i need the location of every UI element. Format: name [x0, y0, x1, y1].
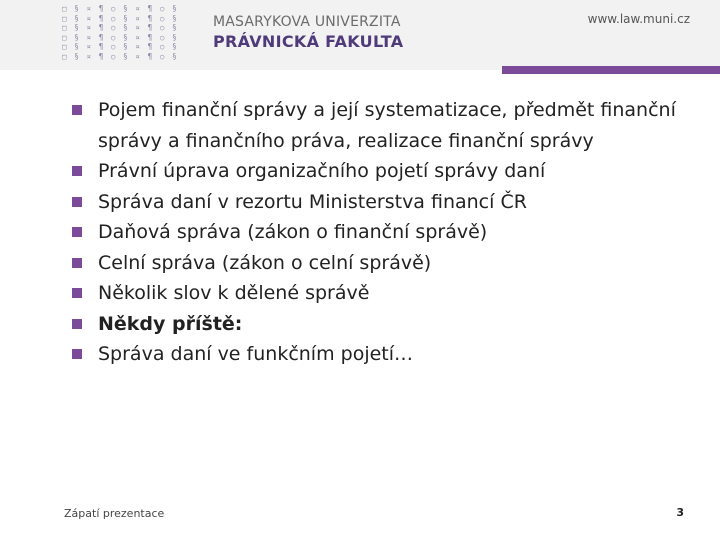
bullet-item [72, 339, 692, 370]
footer-text: Zápatí prezentace [64, 507, 165, 520]
bullet-list-next [72, 309, 692, 370]
slide-header [0, 0, 720, 70]
bullet-text: Několik slov k dělené správě [98, 282, 370, 304]
bullet-text: Celní správa (zákon o celní správě) [98, 251, 432, 274]
bullet-square-icon [72, 349, 82, 359]
header-accent-bar [502, 66, 720, 74]
page-number: 3 [676, 506, 684, 519]
bullet-text: Někdy příště: [98, 312, 243, 335]
bullet-item [72, 248, 692, 279]
bullet-square-icon [72, 319, 82, 329]
bullet-text: Správa daní v rezortu Ministerstva financí ČR [98, 190, 527, 213]
bullet-item-heading [72, 309, 692, 340]
bullet-item [72, 278, 692, 309]
bullet-list-main [72, 95, 692, 309]
bullet-square-icon [72, 166, 82, 176]
bullet-square-icon [72, 288, 82, 298]
bullet-item [72, 187, 692, 218]
bullet-text: Právní úprava organizačního pojetí správy daní [98, 160, 546, 182]
slide-content [72, 95, 692, 370]
website-url: www.law.muni.cz [587, 12, 690, 26]
bullet-square-icon [72, 227, 82, 237]
bullet-item [72, 217, 692, 248]
faculty-name: PRÁVNICKÁ FAKULTA [213, 32, 404, 51]
university-logo-pattern: □ § ¤ ¶ ○ § ¤ ¶ ○ § □ § ¤ ¶ ○ § ¤ ¶ ○ § □ § ¤ ¶ ○ § ¤ ¶ ○ § □ § ¤ ¶ ○ § ¤ ¶ ○ § □ § ¤ ¶ ○ § ¤ ¶ ○ § □ § ¤ ¶ ○ § ¤ ¶ ○ § [62, 4, 179, 61]
bullet-item [72, 95, 692, 156]
university-name: MASARYKOVA UNIVERZITA [213, 14, 401, 30]
bullet-text: Pojem finanční správy a její systematizace, předmět finanční správy a finančního práva, realizace finanční správy [98, 99, 676, 152]
bullet-square-icon [72, 258, 82, 268]
bullet-text: Daňová správa (zákon o finanční správě) [98, 221, 488, 243]
bullet-text: Správa daní ve funkčním pojetí… [98, 343, 414, 365]
bullet-item [72, 156, 692, 187]
bullet-square-icon [72, 197, 82, 207]
bullet-square-icon [72, 105, 82, 115]
